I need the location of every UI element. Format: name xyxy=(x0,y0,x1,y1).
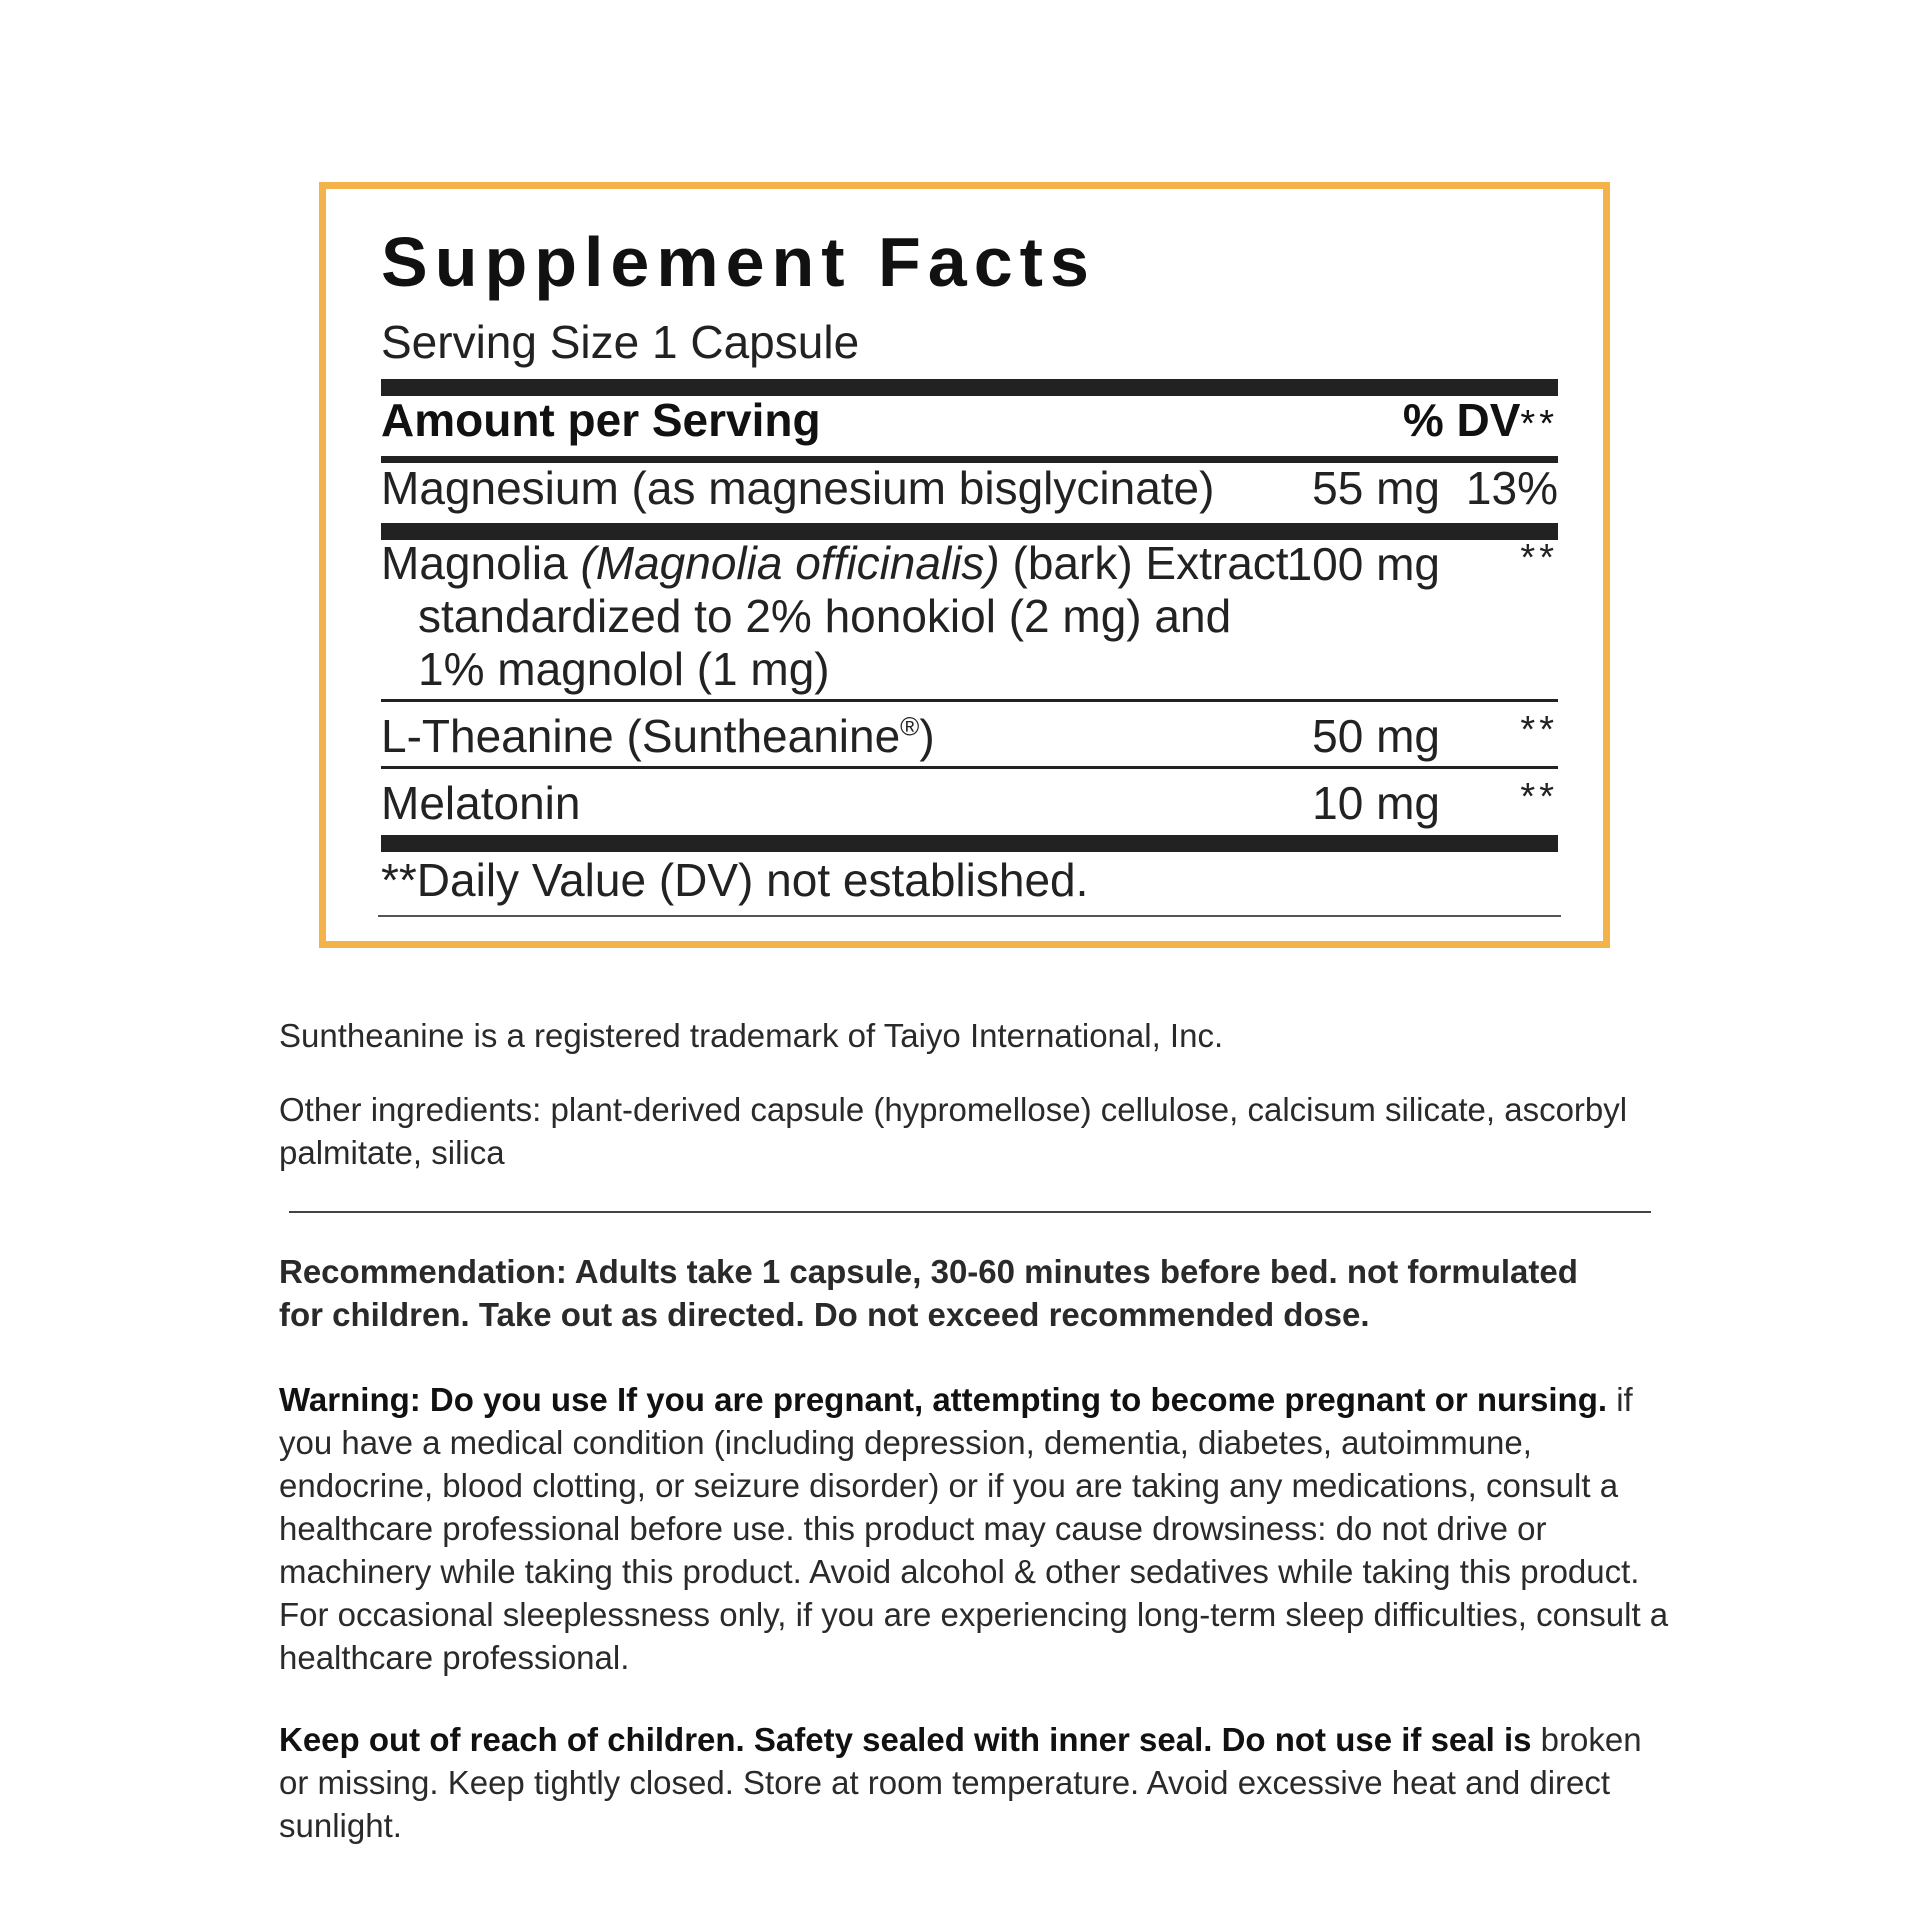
nutrient-dv: 13% xyxy=(1465,462,1558,514)
recommendation: Recommendation: Adults take 1 capsule, 30-60 minutes before bed. not formulated for children. Take out as directed. Do not exceed recommended dose. xyxy=(279,1253,1578,1333)
nutrient-dv: ** xyxy=(1520,776,1558,818)
section-divider xyxy=(289,1211,1651,1213)
storage-instructions: Keep out of reach of children. Safety sealed with inner seal. Do not use if seal is broken or missing. Keep tightly closed. Store at room temperature. Avoid excessive heat and direct sunlight. xyxy=(279,1721,1642,1844)
nutrient-name: L-Theanine (Suntheanine®) xyxy=(381,710,935,762)
supplement-facts-panel xyxy=(319,182,1610,948)
other-ingredients: Other ingredients: plant-derived capsule (hypromellose) cellulose, calcisum silicate, ascorbyl palmitate, silica xyxy=(279,1091,1628,1171)
nutrient-dv: ** xyxy=(1520,709,1558,751)
dv-header: % DV** xyxy=(1402,394,1558,446)
nutrient-dv: ** xyxy=(1520,537,1558,579)
facts-title: Supplement Facts xyxy=(381,223,1096,301)
nutrient-name: Magnesium (as magnesium bisglycinate) xyxy=(381,462,1215,514)
nutrient-amount: 100 mg xyxy=(1286,538,1440,590)
nutrient-name: Melatonin xyxy=(381,777,581,829)
serving-size: Serving Size 1 Capsule xyxy=(381,316,860,368)
nutrient-name: Magnolia (Magnolia officinalis) (bark) Extract standardized to 2% honokiol (2 mg) and 1% magnolol (1 mg) xyxy=(381,537,1289,695)
supplement-facts-table xyxy=(381,189,1558,941)
rule xyxy=(381,699,1558,702)
nutrient-amount: 50 mg xyxy=(1312,710,1440,762)
amount-per-serving-label: Amount per Serving xyxy=(381,394,821,446)
rule xyxy=(381,766,1558,769)
warning: Warning: Do you use If you are pregnant, attempting to become pregnant or nursing. if you have a medical condition (including depression, dementia, diabetes, autoimmune, endocrine, blood clotting, or seizure disorder) or if you are taking any medications, consult a healthcare professional before use. this product may cause drowsiness: do not drive or machinery while taking this product. Avoid alcohol & other sedatives while taking this product. For occasional sleeplessness only, if you are experiencing long-term sleep difficulties, consult a healthcare professional. xyxy=(279,1381,1669,1676)
bottom-rule xyxy=(378,915,1561,917)
thick-rule xyxy=(381,835,1558,852)
dv-footnote: **Daily Value (DV) not established. xyxy=(381,854,1089,906)
nutrient-amount: 55 mg xyxy=(1312,462,1440,514)
trademark-note: Suntheanine is a registered trademark of Taiyo International, Inc. xyxy=(279,1017,1224,1054)
nutrient-amount: 10 mg xyxy=(1312,777,1440,829)
